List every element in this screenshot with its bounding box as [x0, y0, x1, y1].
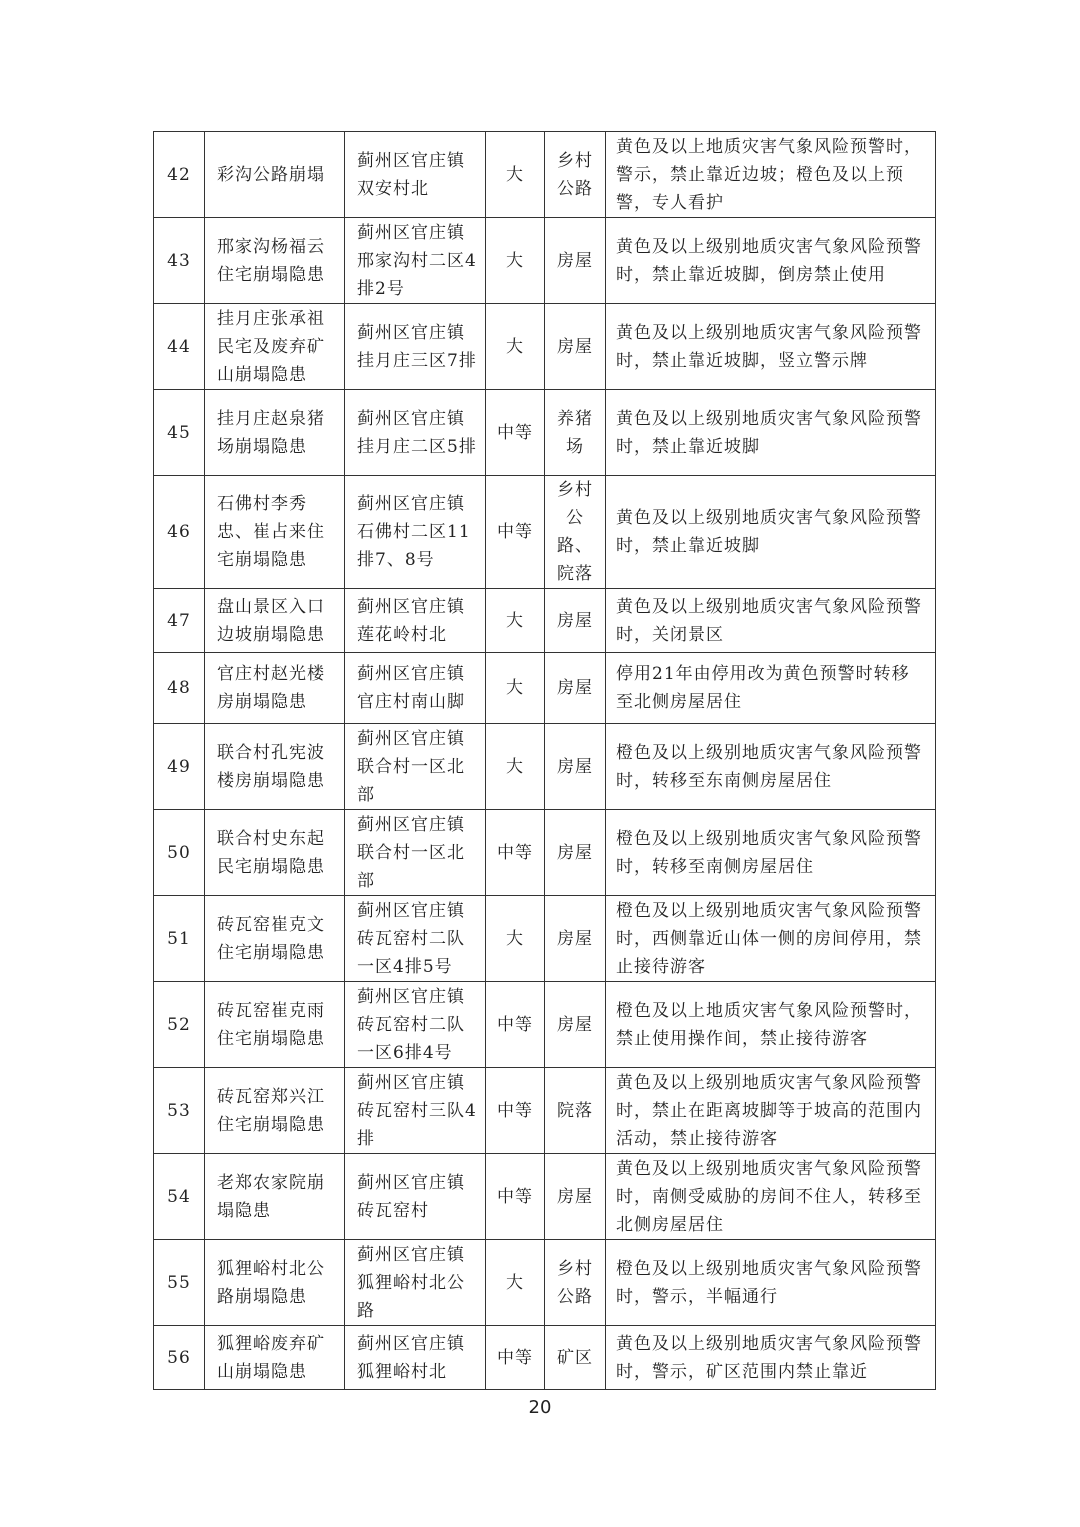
row-number: 47: [154, 589, 205, 653]
hazard-name: 狐狸峪废弃矿山崩塌隐患: [205, 1326, 345, 1390]
hazard-scale: 大: [486, 1240, 545, 1326]
hazard-location: 蓟州区官庄镇双安村北: [345, 132, 486, 218]
hazard-table-body: [154, 132, 936, 1390]
hazard-scale: 中等: [486, 1068, 545, 1154]
hazard-scale: 中等: [486, 810, 545, 896]
row-number: 43: [154, 218, 205, 304]
table-row: [154, 810, 936, 896]
table-row: [154, 1326, 936, 1390]
threatened-object: 乡村公路、院落: [545, 476, 606, 589]
hazard-scale: 中等: [486, 390, 545, 476]
threatened-object: 房屋: [545, 304, 606, 390]
page-number: 20: [528, 1397, 552, 1418]
row-number: 53: [154, 1068, 205, 1154]
threatened-object: 房屋: [545, 724, 606, 810]
hazard-location: 蓟州区官庄镇联合村一区北部: [345, 810, 486, 896]
table-row: [154, 132, 936, 218]
table-row: [154, 896, 936, 982]
hazard-location: 蓟州区官庄镇官庄村南山脚: [345, 653, 486, 724]
table-row: [154, 390, 936, 476]
table-row: [154, 653, 936, 724]
hazard-scale: 大: [486, 218, 545, 304]
prevention-measure: 橙色及以上级别地质灾害气象风险预警时，转移至东南侧房屋居住: [606, 724, 936, 810]
prevention-measure: 黄色及以上级别地质灾害气象风险预警时，关闭景区: [606, 589, 936, 653]
hazard-scale: 中等: [486, 1154, 545, 1240]
hazard-name: 石佛村李秀忠、崔占来住宅崩塌隐患: [205, 476, 345, 589]
hazard-scale: 中等: [486, 982, 545, 1068]
threatened-object: 房屋: [545, 896, 606, 982]
table-row: [154, 1068, 936, 1154]
hazard-name: 老郑农家院崩塌隐患: [205, 1154, 345, 1240]
hazard-scale: 大: [486, 304, 545, 390]
row-number: 51: [154, 896, 205, 982]
threatened-object: 房屋: [545, 982, 606, 1068]
hazard-name: 挂月庄赵泉猪场崩塌隐患: [205, 390, 345, 476]
table-row: [154, 724, 936, 810]
hazard-location: 蓟州区官庄镇砖瓦窑村二队一区4排5号: [345, 896, 486, 982]
hazard-name: 盘山景区入口边坡崩塌隐患: [205, 589, 345, 653]
hazard-location: 蓟州区官庄镇砖瓦窑村二队一区6排4号: [345, 982, 486, 1068]
hazard-location: 蓟州区官庄镇联合村一区北部: [345, 724, 486, 810]
hazard-location: 蓟州区官庄镇砖瓦窑村: [345, 1154, 486, 1240]
table-row: [154, 1240, 936, 1326]
hazard-scale: 中等: [486, 476, 545, 589]
table-row: [154, 1154, 936, 1240]
hazard-name: 官庄村赵光楼房崩塌隐患: [205, 653, 345, 724]
hazard-location: 蓟州区官庄镇砖瓦窑村三队4排: [345, 1068, 486, 1154]
hazard-name: 联合村史东起民宅崩塌隐患: [205, 810, 345, 896]
hazard-location: 蓟州区官庄镇石佛村二区11排7、8号: [345, 476, 486, 589]
row-number: 48: [154, 653, 205, 724]
hazard-name: 邢家沟杨福云住宅崩塌隐患: [205, 218, 345, 304]
row-number: 52: [154, 982, 205, 1068]
threatened-object: 乡村公路: [545, 132, 606, 218]
prevention-measure: 橙色及以上级别地质灾害气象风险预警时，西侧靠近山体一侧的房间停用，禁止接待游客: [606, 896, 936, 982]
row-number: 42: [154, 132, 205, 218]
threatened-object: 房屋: [545, 653, 606, 724]
hazard-scale: 大: [486, 724, 545, 810]
hazard-location: 蓟州区官庄镇挂月庄三区7排: [345, 304, 486, 390]
row-number: 54: [154, 1154, 205, 1240]
hazard-name: 挂月庄张承祖民宅及废弃矿山崩塌隐患: [205, 304, 345, 390]
row-number: 50: [154, 810, 205, 896]
table-row: [154, 589, 936, 653]
row-number: 46: [154, 476, 205, 589]
prevention-measure: 停用21年由停用改为黄色预警时转移至北侧房屋居住: [606, 653, 936, 724]
prevention-measure: 橙色及以上级别地质灾害气象风险预警时，转移至南侧房屋居住: [606, 810, 936, 896]
threatened-object: 养猪场: [545, 390, 606, 476]
hazard-name: 联合村孔宪波楼房崩塌隐患: [205, 724, 345, 810]
hazard-location: 蓟州区官庄镇狐狸峪村北公路: [345, 1240, 486, 1326]
threatened-object: 房屋: [545, 589, 606, 653]
hazard-name: 砖瓦窑崔克文住宅崩塌隐患: [205, 896, 345, 982]
hazard-name: 狐狸峪村北公路崩塌隐患: [205, 1240, 345, 1326]
prevention-measure: 黄色及以上地质灾害气象风险预警时，警示，禁止靠近边坡；橙色及以上预警，专人看护: [606, 132, 936, 218]
threatened-object: 矿区: [545, 1326, 606, 1390]
prevention-measure: 黄色及以上级别地质灾害气象风险预警时，警示，矿区范围内禁止靠近: [606, 1326, 936, 1390]
hazard-name: 砖瓦窑崔克雨住宅崩塌隐患: [205, 982, 345, 1068]
table-row: [154, 982, 936, 1068]
prevention-measure: 橙色及以上地质灾害气象风险预警时，禁止使用操作间，禁止接待游客: [606, 982, 936, 1068]
threatened-object: 房屋: [545, 1154, 606, 1240]
hazard-name: 彩沟公路崩塌: [205, 132, 345, 218]
prevention-measure: 橙色及以上级别地质灾害气象风险预警时，警示，半幅通行: [606, 1240, 936, 1326]
row-number: 45: [154, 390, 205, 476]
threatened-object: 房屋: [545, 810, 606, 896]
row-number: 55: [154, 1240, 205, 1326]
prevention-measure: 黄色及以上级别地质灾害气象风险预警时，南侧受威胁的房间不住人，转移至北侧房屋居住: [606, 1154, 936, 1240]
prevention-measure: 黄色及以上级别地质灾害气象风险预警时，禁止靠近坡脚: [606, 476, 936, 589]
hazard-scale: 大: [486, 132, 545, 218]
hazard-name: 砖瓦窑郑兴江住宅崩塌隐患: [205, 1068, 345, 1154]
row-number: 44: [154, 304, 205, 390]
table-row: [154, 218, 936, 304]
threatened-object: 院落: [545, 1068, 606, 1154]
prevention-measure: 黄色及以上级别地质灾害气象风险预警时，禁止靠近坡脚，竖立警示牌: [606, 304, 936, 390]
threatened-object: 房屋: [545, 218, 606, 304]
hazard-location: 蓟州区官庄镇莲花岭村北: [345, 589, 486, 653]
threatened-object: 乡村公路: [545, 1240, 606, 1326]
hazard-location: 蓟州区官庄镇邢家沟村二区4排2号: [345, 218, 486, 304]
hazard-location: 蓟州区官庄镇挂月庄二区5排: [345, 390, 486, 476]
hazard-scale: 大: [486, 896, 545, 982]
row-number: 49: [154, 724, 205, 810]
prevention-measure: 黄色及以上级别地质灾害气象风险预警时，禁止在距离坡脚等于坡高的范围内活动，禁止接待游客: [606, 1068, 936, 1154]
hazard-table: [153, 131, 936, 1390]
row-number: 56: [154, 1326, 205, 1390]
table-row: [154, 476, 936, 589]
hazard-scale: 中等: [486, 1326, 545, 1390]
hazard-scale: 大: [486, 589, 545, 653]
hazard-scale: 大: [486, 653, 545, 724]
prevention-measure: 黄色及以上级别地质灾害气象风险预警时，禁止靠近坡脚，倒房禁止使用: [606, 218, 936, 304]
table-row: [154, 304, 936, 390]
hazard-location: 蓟州区官庄镇狐狸峪村北: [345, 1326, 486, 1390]
prevention-measure: 黄色及以上级别地质灾害气象风险预警时，禁止靠近坡脚: [606, 390, 936, 476]
